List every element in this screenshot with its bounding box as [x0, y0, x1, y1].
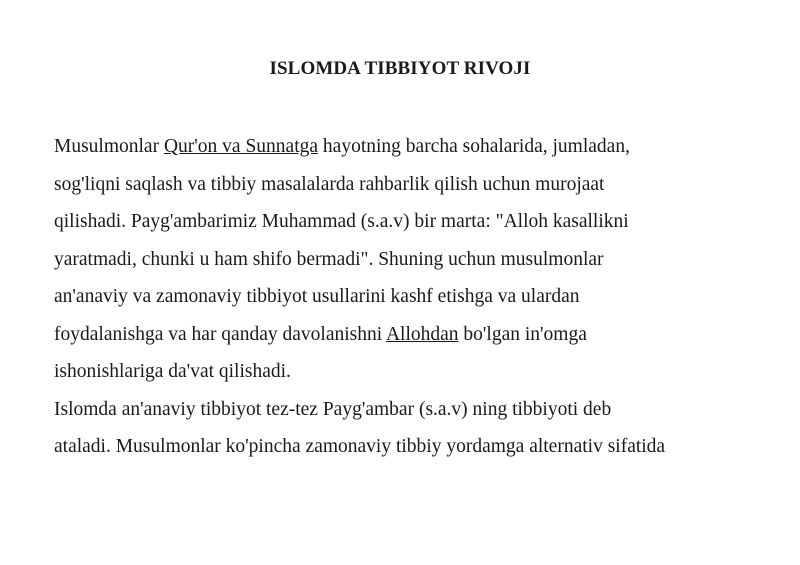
- document-body: [54, 128, 774, 466]
- text-line: qilishadi. Payg'ambarimiz Muhammad (s.a.v) bir marta: "Alloh kasallikni: [54, 211, 629, 232]
- quran-sunnah-link[interactable]: Qur'on va Sunnatga: [163, 136, 319, 157]
- text-segment: foydalanishga va har qanday davolanishni: [54, 323, 386, 345]
- text-segment: Musulmonlar: [54, 136, 164, 157]
- document-title: ISLOMDA TIBBIYOT RIVOJI: [269, 58, 531, 79]
- text-line: ataladi. Musulmonlar ko'pincha zamonaviy tibbiy yordamga alternativ sifatida: [54, 436, 666, 457]
- text-line: Islomda an'anaviy tibbiyot tez-tez Payg'ambar (s.a.v) ning tibbiyoti deb: [54, 398, 612, 420]
- text-line: ishonishlariga da'vat qilishadi.: [54, 361, 291, 382]
- text-segment: bo'lgan in'omga: [458, 323, 587, 345]
- text-line: [54, 128, 774, 166]
- text-line: yaratmadi, chunki u ham shifo bermadi". Shuning uchun musulmonlar: [54, 248, 604, 270]
- allohdan-link[interactable]: Allohdan: [385, 323, 459, 345]
- text-line: [54, 316, 774, 354]
- text-line: sog'liqni saqlash va tibbiy masalalarda rahbarlik qilish uchun murojaat: [54, 173, 605, 195]
- text-line: an'anaviy va zamonaviy tibbiyot usullarini kashf etishga va ulardan: [54, 286, 580, 307]
- text-segment: hayotning barcha sohalarida, jumladan,: [318, 136, 630, 157]
